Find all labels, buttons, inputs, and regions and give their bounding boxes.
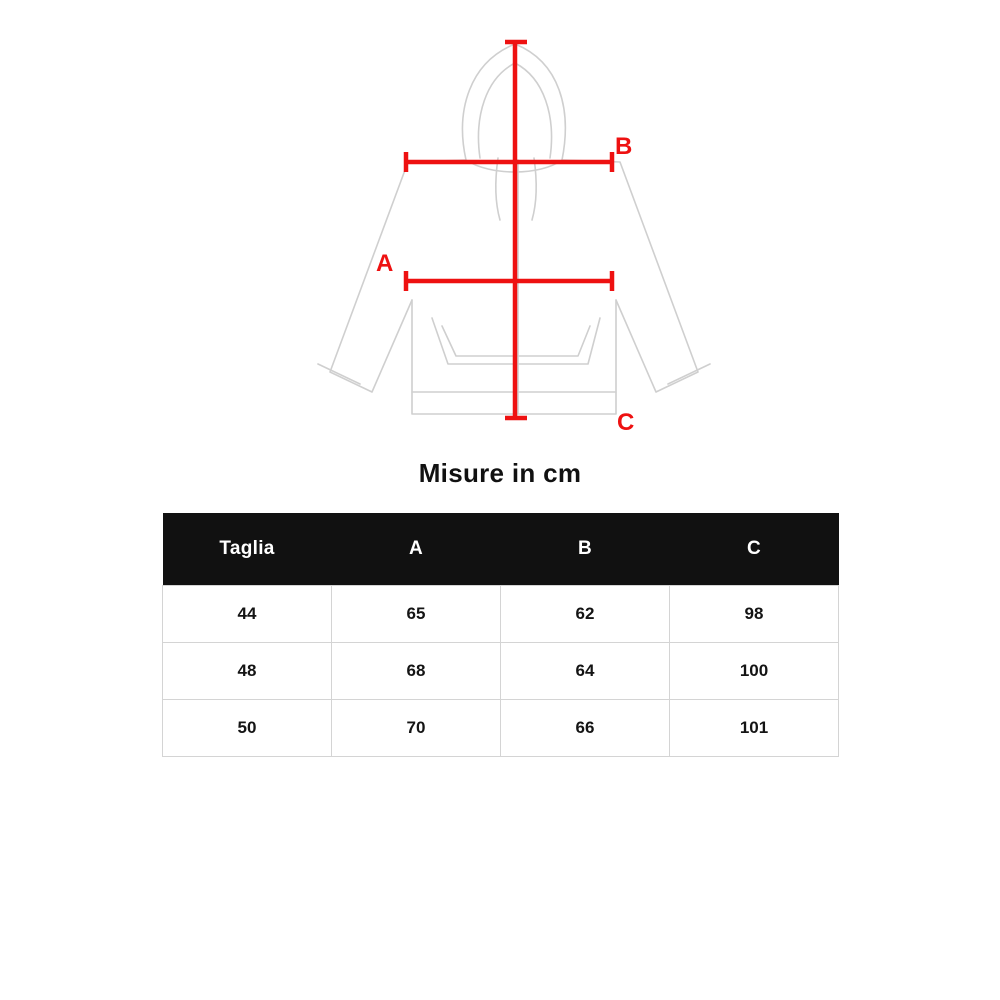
- cell-a: 65: [332, 585, 501, 642]
- column-header-c: C: [670, 513, 839, 585]
- cell-size: 44: [163, 585, 332, 642]
- column-header-a: A: [332, 513, 501, 585]
- cell-b: 66: [501, 699, 670, 756]
- cell-a: 70: [332, 699, 501, 756]
- cell-c: 98: [670, 585, 839, 642]
- size-table-wrapper: [162, 513, 839, 757]
- column-header-taglia: Taglia: [163, 513, 332, 585]
- garment-diagram: [0, 0, 1000, 450]
- measure-label-a: A: [376, 250, 394, 277]
- measure-lines: [406, 42, 612, 418]
- measurement-unit-caption: Misure in cm: [418, 458, 582, 488]
- measure-label-c: C: [617, 409, 635, 436]
- cell-c: 100: [670, 642, 839, 699]
- column-header-b: B: [501, 513, 670, 585]
- size-table-head: [163, 513, 839, 585]
- cell-b: 64: [501, 642, 670, 699]
- size-table-body: [163, 585, 839, 756]
- table-header-row: [163, 513, 839, 585]
- measure-label-b: B: [615, 133, 633, 160]
- size-table: [162, 513, 839, 757]
- table-row: [163, 585, 839, 642]
- cell-a: 68: [332, 642, 501, 699]
- cell-size: 50: [163, 699, 332, 756]
- table-row: [163, 642, 839, 699]
- table-row: [163, 699, 839, 756]
- cell-size: 48: [163, 642, 332, 699]
- cell-c: 101: [670, 699, 839, 756]
- cell-b: 62: [501, 585, 670, 642]
